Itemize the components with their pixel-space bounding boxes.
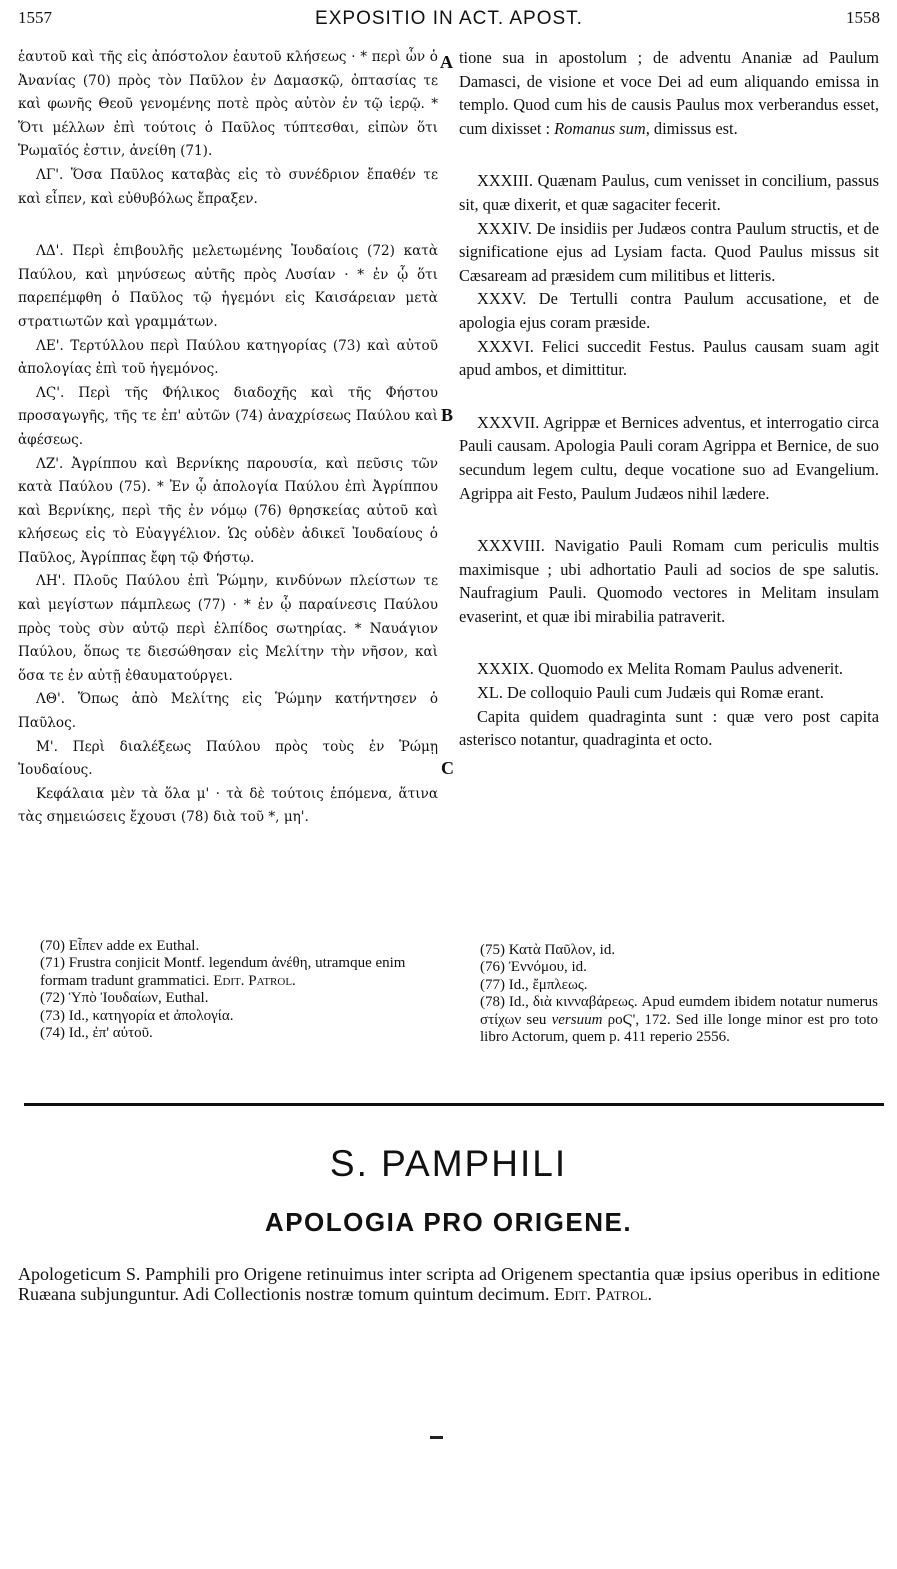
latin-chapter-35: XXXV. De Tertulli contra Paulum accusatione, et de apologia ejus coram præside. — [459, 289, 879, 332]
footnote-71-text: (71) Frustra conjicit Montf. legendum ἀνέθη, utramque enim formam tradunt grammatici. — [40, 955, 406, 989]
margin-marker-c: C — [441, 758, 454, 778]
section-subtitle: APOLOGIA PRO ORIGENE. — [264, 1207, 633, 1237]
footnotes-right — [480, 942, 878, 1046]
footnote-77: (77) Id., ἔμπλεως. — [480, 976, 588, 993]
footnote-78-italic: versuum — [551, 1011, 603, 1028]
closing-dash — [430, 1436, 443, 1439]
footnote-75: (75) Κατὰ Παῦλον, id. — [480, 942, 616, 958]
running-header — [18, 4, 880, 38]
latin-chapter-37: XXXVII. Agrippæ et Bernices adventus, et interrogatio circa Pauli causam. Apologia Pauli coram Agrippa et Bernice, de suo secundum legem cultu, deque vocatione suo ad Evangelium. Agrippa ait Festo, Paulum Judæos nihil lædere. — [459, 412, 879, 503]
latin-chapter-34: XXXIV. De insidiis per Judæos contra Paulum structis, et de significatione ejus ad Lysiam facta. Quod Paulus missus sit Cæsaream ad præsidem cum militibus et litteris. — [459, 218, 879, 285]
footnote-74: (74) Id., ἐπ' αὐτοῦ. — [40, 1025, 153, 1042]
greek-chapter-40: Μ'. Περὶ διαλέξεως Παύλου πρὸς τοὺς ἐν Ῥώμῃ Ἰουδαίους. — [18, 738, 438, 779]
greek-chapter-37: ΛΖ'. Ἀγρίππου καὶ Βερνίκης παρουσία, καὶ πεῦσις τῶν κατὰ Παύλου (75). * Ἐν ᾧ ἀπολογία Παύλου ἐπὶ Ἀγρίππου καὶ Βερνίκης, περὶ τῆς ἐν νόμῳ (76) θρησκείας αὐτοῦ καὶ κλήσεως εἰς τὸ Εὐαγγέλιον. Ὡς οὐδὲν ἀδικεῖ Ἰουδαίους ὁ Παῦλος, Ἀγρίππας ἔφη τῷ Φήστῳ. — [18, 455, 438, 566]
section-title: S. PAMPHILI — [329, 1143, 568, 1184]
footnote-70: (70) Εἶπεν adde ex Euthal. — [40, 938, 200, 954]
footnote-72: (72) Ὑπὸ Ἰουδαίων, Euthal. — [40, 990, 209, 1007]
intro-paragraph — [18, 1264, 880, 1304]
intro-text: Apologeticum S. Pamphili pro Origene retinuimus inter scripta ad Origenem spectantia quæ ipsius operibus in editione Ruæana subjunguntur. Adi Collectionis nostræ tomum quintum decimum. — [18, 1264, 880, 1304]
footnote-71 — [40, 955, 440, 990]
footnote-76: (76) Ἐννόμου, id. — [480, 959, 587, 976]
latin-paragraph-italic: Romanus sum — [554, 118, 646, 138]
intro-signature: Edit. Patrol. — [554, 1284, 653, 1304]
footnote-78 — [480, 994, 878, 1046]
greek-chapter-33: ΛΓ'. Ὅσα Παῦλος καταβὰς εἰς τὸ συνέδριον ἔπαθέν τε καὶ εἶπεν, καὶ εὐθυβόλως ἔπραξεν. — [18, 166, 438, 207]
margin-marker-a: A — [440, 52, 453, 72]
greek-chapter-39: ΛΘ'. Ὅπως ἀπὸ Μελίτης εἰς Ῥώμην κατήντησεν ὁ Παῦλος. — [18, 691, 438, 732]
latin-column — [459, 46, 879, 752]
greek-column — [18, 46, 438, 830]
running-title: EXPOSITIO IN ACT. APOST. — [315, 8, 583, 29]
section-divider — [24, 1103, 884, 1106]
greek-summary: Κεφάλαια μὲν τὰ ὅλα μ' · τὰ δὲ τούτοις ἑπόμενα, ἅτινα τὰς σημειώσεις ἔχουσι (78) διὰ τοῦ *, μη'. — [18, 785, 438, 826]
footnote-78-text-a: (78) Id., διὰ κινναβάρεως. Apud eumdem ibidem notatur numerus στίχων seu — [480, 994, 878, 1028]
footnote-71-signature: Edit. Patrol. — [213, 972, 296, 989]
footnote-78-text-b: ροϚ', 172. Sed ille longe minor est pro toto libro Actorum, quem p. 411 reperio 2556. — [480, 1011, 878, 1046]
greek-chapter-38: ΛΗ'. Πλοῦς Παύλου ἐπὶ Ῥώμην, κινδύνων πλείστων τε καὶ μεγίστων πάμπλεως (77) · * ἐν ᾧ παραίνεσις Παύλου πρὸς τοὺς σὺν αὐτῷ περὶ ἐλπίδος σωτηρίας. * Ναυάγιον Παύλου, ὅπως τε διεσώθησαν εἰς Μελίτην τὴν νῆσον, καὶ ὅσα τε ἐν αὐτῇ ἐθαυματούργει. — [18, 573, 438, 684]
footnote-73: (73) Id., κατηγορία et ἀπολογία. — [40, 1007, 234, 1024]
latin-chapter-33: XXXIII. Quænam Paulus, cum venisset in concilium, passus sit, quæ dixerit, et quæ sagaciter fecerit. — [459, 171, 879, 214]
section-intro — [18, 1264, 880, 1304]
latin-summary: Capita quidem quadraginta sunt : quæ vero post capita asterisco notantur, quadraginta et octo. — [459, 706, 879, 750]
latin-paragraph-end: , dimissus est. — [645, 118, 738, 138]
latin-paragraph-text: tione sua in apostolum ; de adventu Ananiæ ad Paulum Damasci, de visione et voce Dei ad eum aliquando emissa in templo. Quod cum his de causis Paulus mox verberandus esset, cum dixisset : — [459, 48, 879, 138]
latin-paragraph — [459, 46, 879, 140]
latin-chapter-39: XXXIX. Quomodo ex Melita Romam Paulus advenerit. — [477, 659, 843, 679]
latin-chapter-38: XXXVIII. Navigatio Pauli Romam cum periculis multis maximisque ; ubi adhortatio Pauli ad socios de spe salutis. Naufragium Pauli. Quomodo vectores in Melitam insulam evaserint, et quæ ibi mirabilia patraverit. — [459, 536, 879, 626]
greek-chapter-35: ΛΕ'. Τερτύλλου περὶ Παύλου κατηγορίας (73) καὶ αὐτοῦ ἀπολογίας ἐπὶ τοῦ ἡγεμόνος. — [18, 337, 438, 378]
page-number-right: 1558 — [846, 8, 880, 27]
footnotes-left — [40, 938, 440, 1042]
latin-chapter-40: XL. De colloquio Pauli cum Judæis qui Romæ erant. — [477, 683, 824, 703]
latin-chapter-36: XXXVI. Felici succedit Festus. Paulus causam suam agit apud ambos, et dimittitur. — [459, 336, 879, 380]
greek-chapter-34: ΛΔ'. Περὶ ἐπιβουλῆς μελετωμένης Ἰουδαίοις (72) κατὰ Παύλου, καὶ μηνύσεως αὐτῆς πρὸς Λυσίαν · * ἐν ᾧ ὅτι παρεπέμφθη ὁ Παῦλος τῷ ἡγεμόνι εἰς Καισάρειαν μετὰ στρατιωτῶν καὶ γραμμάτων. — [18, 243, 438, 330]
greek-chapter-36: ΛϚ'. Περὶ τῆς Φήλικος διαδοχῆς καὶ τῆς Φήστου προσαγωγῆς, τῆς τε ἐπ' αὐτῶν (74) ἀναχρίσεως Παύλου καὶ ἀφέσεως. — [18, 384, 438, 448]
greek-paragraph: ἑαυτοῦ καὶ τῆς εἰς ἀπόστολον ἑαυτοῦ κλήσεως · * περὶ ὧν ὁ Ἀνανίας (70) πρὸς τὸν Παῦλον ἐν Δαμασκῷ, ὀπτασίας τε καὶ φωνῆς Θεοῦ γενομένης ποτὲ πρὸς αὐτὸν ἐν τῷ ἱερῷ. * Ὅτι μέλλων ἐπὶ τούτοις ὁ Παῦλος τύπτεσθαι, εἰπὼν ὅτι Ῥωμαῖός ἐστιν, ἀνείθη (71). — [18, 49, 438, 160]
margin-marker-b: B — [441, 405, 454, 425]
page-number-left: 1557 — [18, 8, 52, 27]
